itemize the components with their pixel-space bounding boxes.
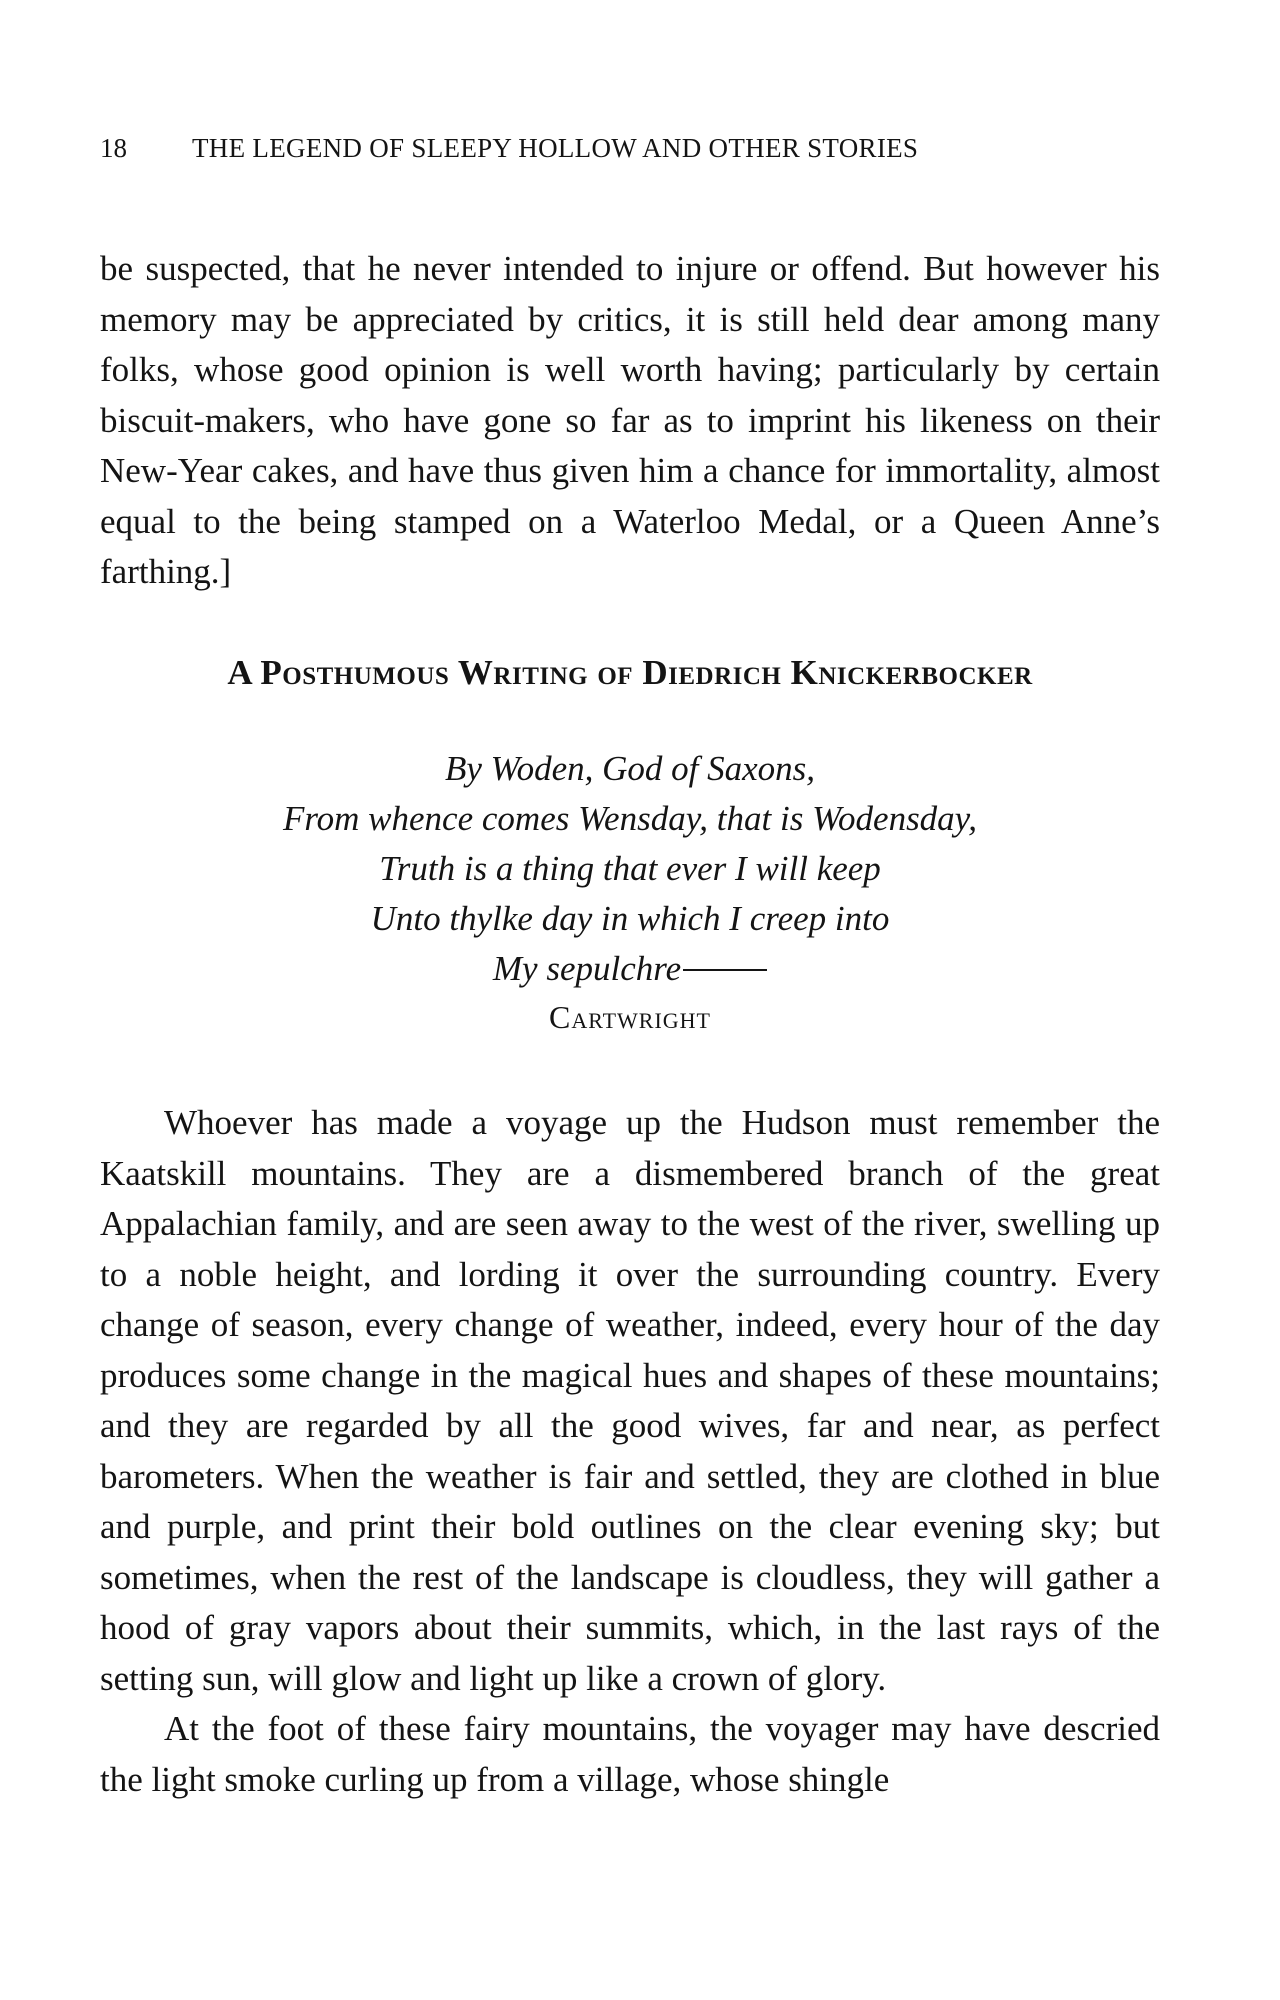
epigraph-line: My sepulchre bbox=[492, 949, 682, 988]
running-title: THE LEGEND OF SLEEPY HOLLOW AND OTHER STORIES bbox=[192, 133, 919, 163]
epigraph-dash bbox=[683, 969, 767, 971]
epigraph-last-line bbox=[100, 944, 1160, 994]
body-paragraph: Whoever has made a voyage up the Hudson must remember the Kaatskill mountains. They are a dismembered branch of the great Appalachian family, and are seen away to the west of the river, swelling up to a noble height, and lording it over the surrounding country. Every change of season, every change of weather, indeed, every hour of the day produces some change in the magical hues and shapes of these mountains; and they are regarded by all the good wives, far and near, as perfect barometers. When the weather is fair and settled, they are clothed in blue and purple, and print their bold outlines on the clear evening sky; but sometimes, when the rest of the landscape is cloudless, they will gather a hood of gray vapors about their summits, which, in the last rays of the setting sun, will glow and light up like a crown of glory. bbox=[100, 1103, 1160, 1698]
epigraph bbox=[100, 744, 1160, 1040]
page-number: 18 bbox=[100, 133, 127, 163]
running-head bbox=[100, 128, 1180, 168]
intro-text-block bbox=[100, 244, 1160, 598]
epigraph-line: By Woden, God of Saxons, bbox=[444, 749, 816, 788]
body-text-block bbox=[100, 1098, 1160, 1805]
body-paragraph: At the foot of these fairy mountains, the voyager may have descried the light smoke curling up from a village, whose shingle bbox=[100, 1709, 1160, 1799]
epigraph-line: Truth is a thing that ever I will keep bbox=[379, 849, 881, 888]
epigraph-attribution: Cartwright bbox=[548, 999, 711, 1035]
epigraph-line: Unto thylke day in which I creep into bbox=[370, 899, 890, 938]
section-heading: A Posthumous Writing of Diedrich Knickerbocker bbox=[227, 653, 1033, 692]
intro-paragraph: be suspected, that he never intended to injure or offend. But however his memory may be appreciated by critics, it is still held dear among many folks, whose good opinion is well worth having; particularly by certain biscuit-makers, who have gone so far as to imprint his likeness on their New-Year cakes, and have thus given him a chance for immortality, almost equal to the being stamped on a Waterloo Medal, or a Queen Anne’s farthing.] bbox=[100, 249, 1160, 591]
epigraph-line: From whence comes Wensday, that is Wodensday, bbox=[282, 799, 978, 838]
